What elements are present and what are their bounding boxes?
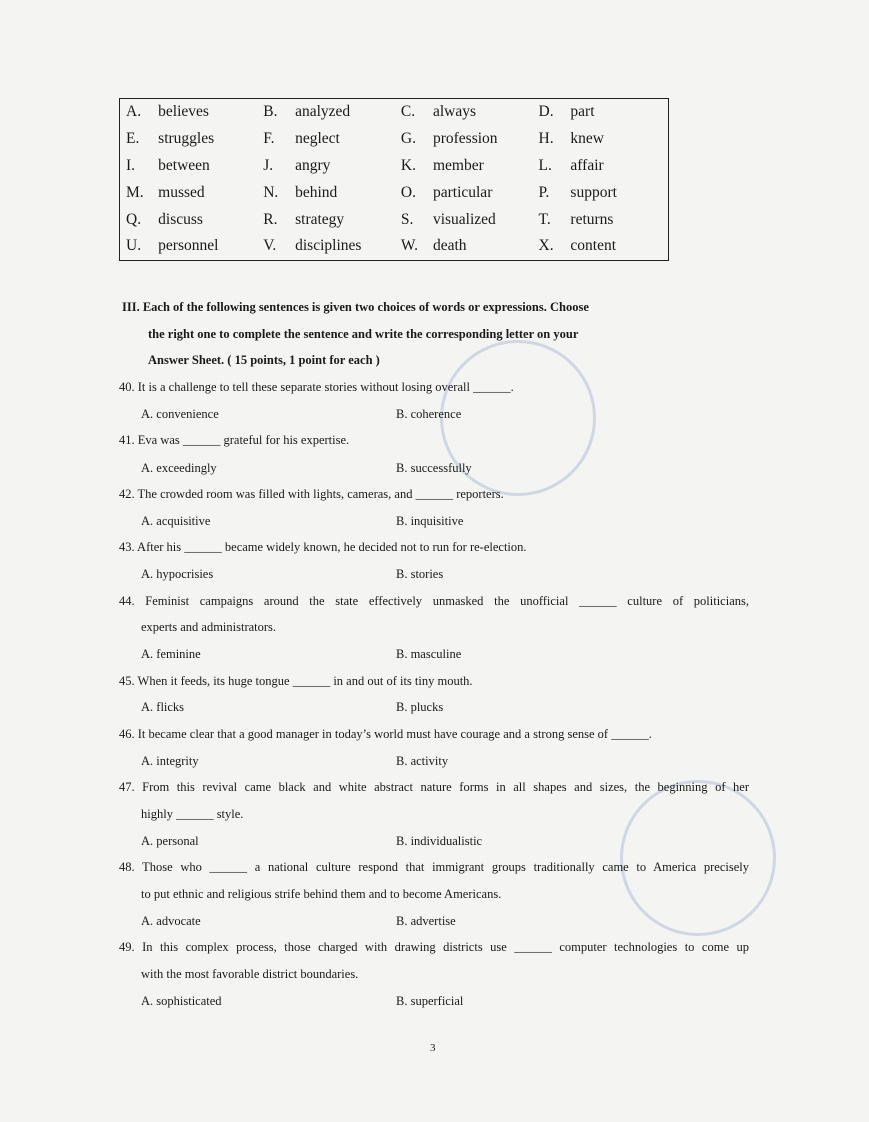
option-b: B. masculine <box>396 647 462 661</box>
word-letter: W. <box>400 237 418 255</box>
word-letter: T. <box>538 210 551 228</box>
word-letter: K. <box>400 156 416 174</box>
option-a: A. advocate <box>141 914 201 928</box>
section-instruction: Answer Sheet. ( 15 points, 1 point for each ) <box>148 353 380 367</box>
word-option: part <box>570 103 595 121</box>
option-a: A. integrity <box>141 754 199 768</box>
word-option: visualized <box>432 210 496 228</box>
word-letter: I. <box>126 156 136 174</box>
option-b: B. successfully <box>396 461 472 475</box>
word-letter: O. <box>400 183 416 201</box>
word-letter: J. <box>263 156 274 174</box>
word-option: angry <box>295 156 331 174</box>
word-option: member <box>432 156 484 174</box>
word-bank-row <box>120 126 668 153</box>
word-bank-row <box>120 153 668 180</box>
option-a: A. exceedingly <box>141 461 217 475</box>
word-option: support <box>570 183 617 201</box>
option-b: B. individualistic <box>396 834 483 848</box>
word-option: always <box>432 103 477 121</box>
word-letter: X. <box>538 237 554 255</box>
word-letter: P. <box>538 183 550 201</box>
question-text: 48. Those who ______ a national culture respond that immigrant groups traditionally came to America precisely <box>119 860 749 874</box>
word-bank-table <box>119 98 669 261</box>
option-a: A. personal <box>141 834 199 848</box>
word-option: profession <box>432 130 498 148</box>
question-continuation: to put ethnic and religious strife behind them and to become Americans. <box>141 887 502 901</box>
word-option: content <box>570 237 617 255</box>
question-text: 42. The crowded room was filled with lights, cameras, and ______ reporters. <box>119 487 504 501</box>
word-bank-row <box>120 179 668 206</box>
section-heading: III. Each of the following sentences is given two choices of words or expressions. Choose <box>122 300 589 314</box>
word-bank-row <box>120 233 668 260</box>
word-letter: L. <box>538 156 552 174</box>
option-b: B. superficial <box>396 994 464 1008</box>
word-letter: Q. <box>126 210 142 228</box>
option-a: A. acquisitive <box>141 514 211 528</box>
word-letter: F. <box>263 130 275 148</box>
word-bank-row <box>120 99 668 126</box>
option-a: A. feminine <box>141 647 201 661</box>
option-a: A. hypocrisies <box>141 567 214 581</box>
question-text: 45. When it feeds, its huge tongue ______ in and out of its tiny mouth. <box>119 674 473 688</box>
word-option: returns <box>570 210 614 228</box>
word-letter: V. <box>263 237 277 255</box>
word-option: between <box>158 156 210 174</box>
word-option: death <box>432 237 467 255</box>
word-letter: N. <box>263 183 279 201</box>
question-text: 40. It is a challenge to tell these separate stories without losing overall ______. <box>119 380 514 394</box>
word-option: affair <box>570 156 604 174</box>
question-continuation: with the most favorable district boundaries. <box>141 967 359 981</box>
word-option: knew <box>570 130 604 148</box>
question-text: 44. Feminist campaigns around the state effectively unmasked the unofficial ______ culture of politicians, <box>119 594 749 608</box>
question-text: 49. In this complex process, those charged with drawing districts use ______ computer technologies to come up <box>119 940 749 954</box>
word-letter: E. <box>126 130 140 148</box>
question-continuation: highly ______ style. <box>141 807 244 821</box>
word-option: particular <box>432 183 493 201</box>
word-letter: M. <box>126 183 144 201</box>
option-b: B. coherence <box>396 407 462 421</box>
option-b: B. advertise <box>396 914 456 928</box>
word-option: disciplines <box>295 237 362 255</box>
option-a: A. convenience <box>141 407 219 421</box>
word-letter: U. <box>126 237 142 255</box>
word-letter: A. <box>126 103 142 121</box>
word-option: neglect <box>295 130 340 148</box>
word-letter: G. <box>400 130 416 148</box>
word-bank-row <box>120 206 668 233</box>
word-letter: H. <box>538 130 554 148</box>
question-text: 43. After his ______ became widely known, he decided not to run for re-election. <box>119 540 527 554</box>
option-b: B. inquisitive <box>396 514 464 528</box>
page-number: 3 <box>430 1042 436 1054</box>
question-text: 41. Eva was ______ grateful for his expertise. <box>119 433 350 447</box>
word-option: analyzed <box>295 103 351 121</box>
word-letter: B. <box>263 103 278 121</box>
word-letter: C. <box>400 103 416 121</box>
option-a: A. flicks <box>141 700 185 714</box>
question-text: 46. It became clear that a good manager in today’s world must have courage and a strong sense of ______. <box>119 727 652 741</box>
word-option: behind <box>295 183 338 201</box>
word-option: struggles <box>158 130 215 148</box>
word-letter: R. <box>263 210 278 228</box>
word-option: strategy <box>295 210 345 228</box>
option-b: B. plucks <box>396 700 444 714</box>
question-text: 47. From this revival came black and white abstract nature forms in all shapes and sizes, the beginning of her <box>119 780 749 794</box>
word-letter: D. <box>538 103 554 121</box>
word-letter: S. <box>400 210 414 228</box>
word-option: believes <box>158 103 209 121</box>
question-continuation: experts and administrators. <box>141 620 277 634</box>
option-b: B. stories <box>396 567 444 581</box>
section-instruction: the right one to complete the sentence and write the corresponding letter on your <box>148 327 579 341</box>
word-option: discuss <box>158 210 203 228</box>
word-option: personnel <box>158 237 219 255</box>
word-option: mussed <box>158 183 205 201</box>
option-b: B. activity <box>396 754 449 768</box>
option-a: A. sophisticated <box>141 994 222 1008</box>
